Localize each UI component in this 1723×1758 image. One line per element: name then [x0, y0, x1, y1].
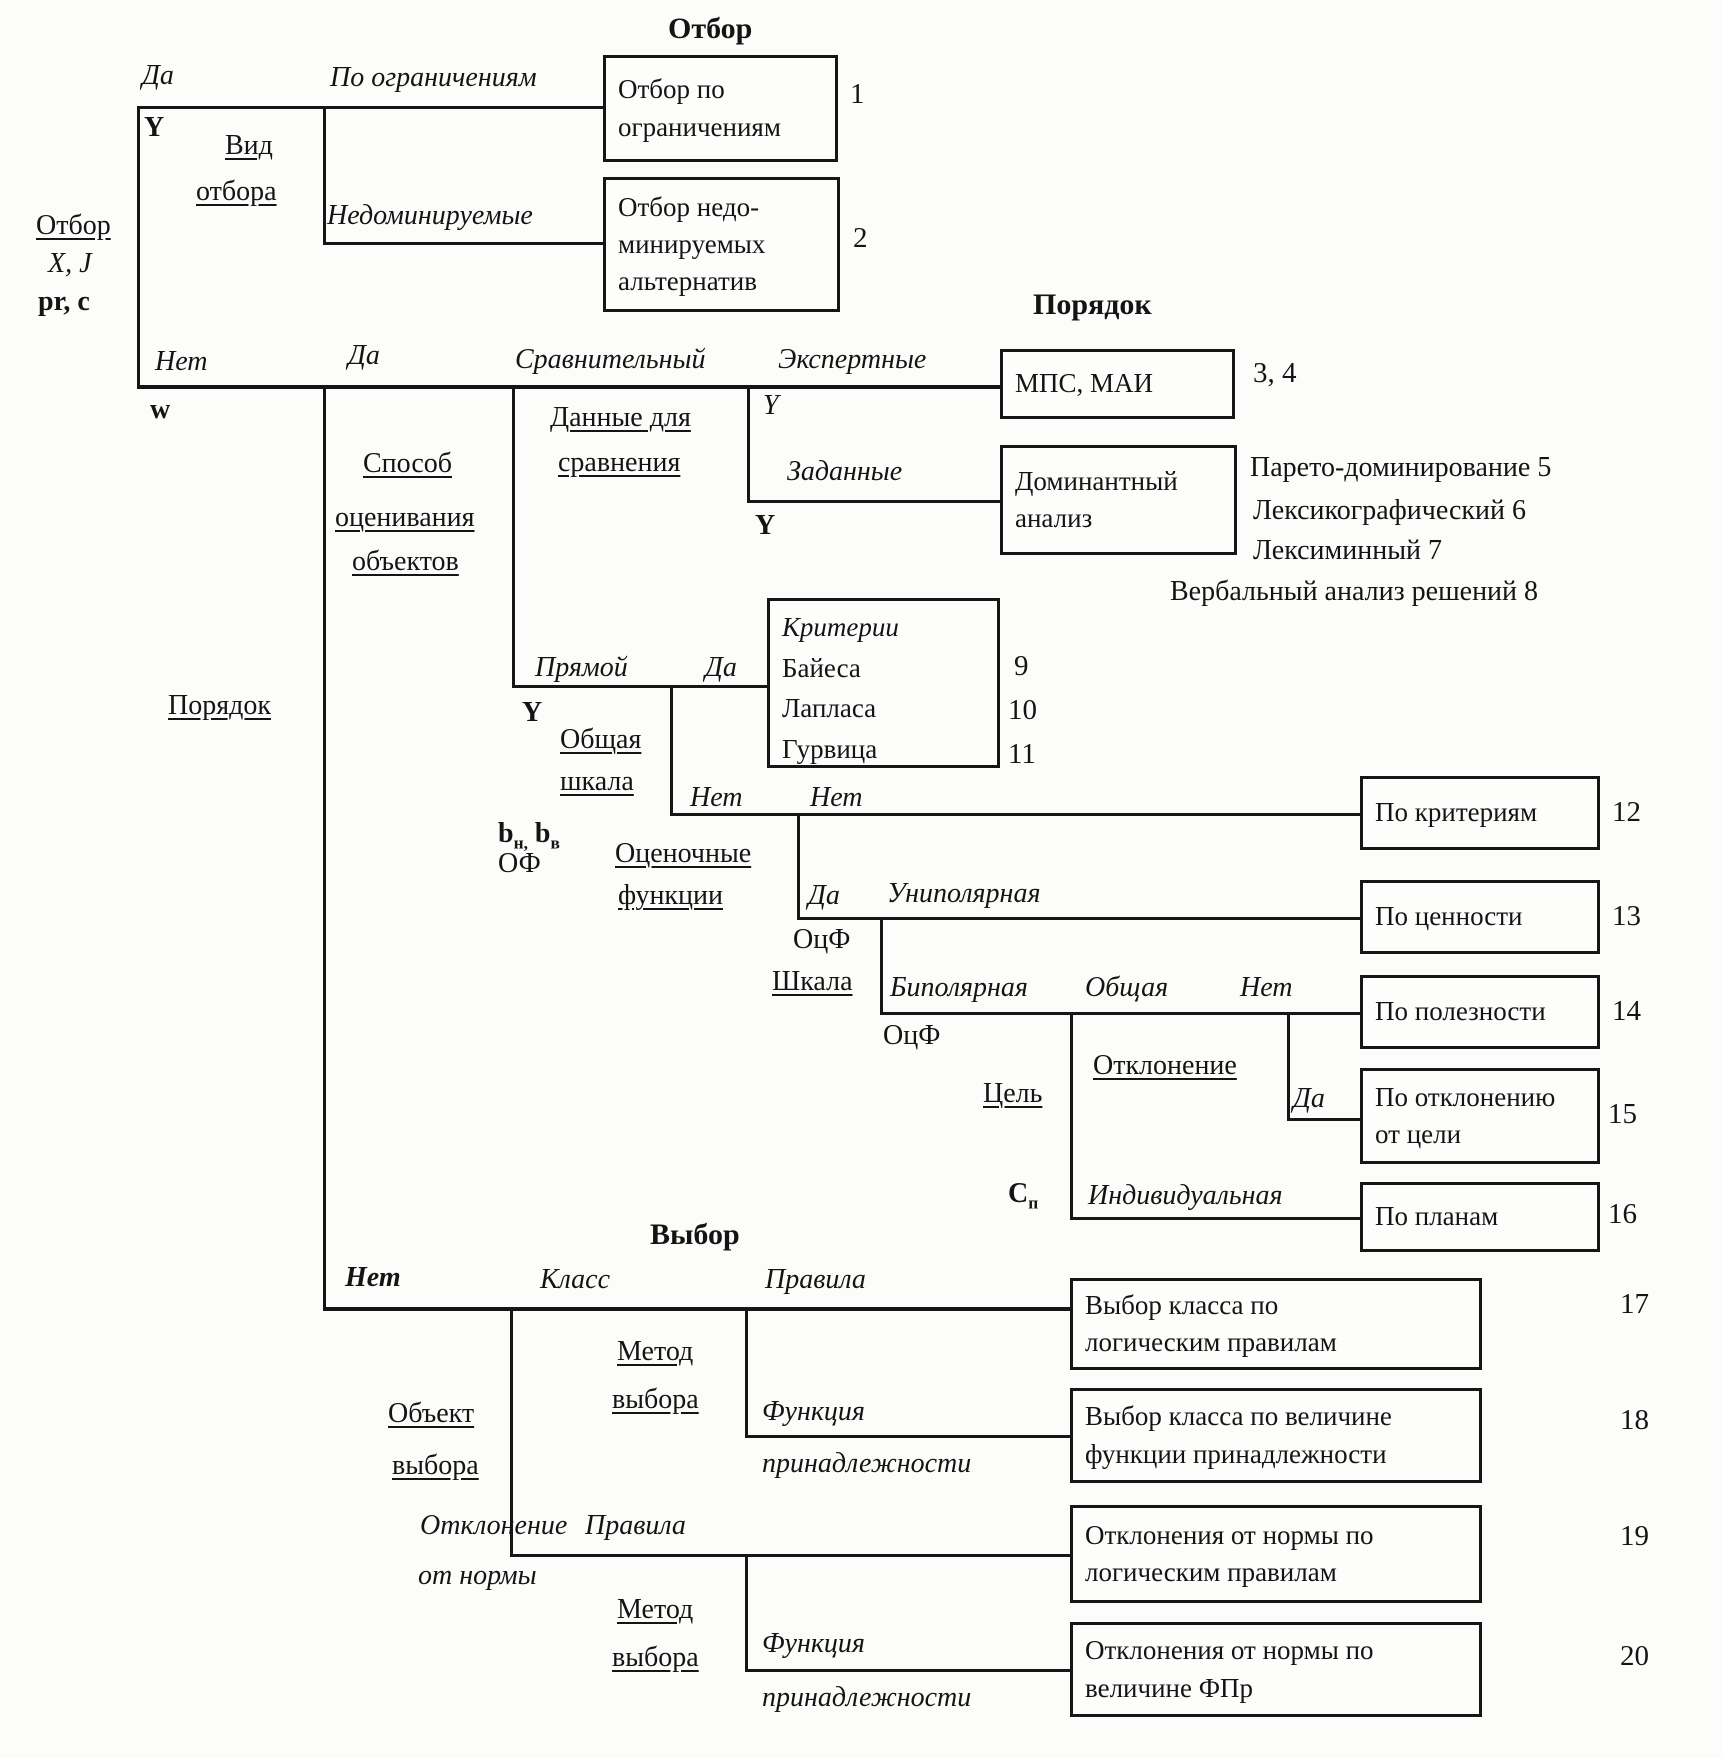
label-zadannye: Заданные: [787, 456, 903, 487]
box-17-vybor-klassa-pravila: Выбор класса по логическим правилам: [1070, 1278, 1482, 1370]
label-individualnaya: Индивидуальная: [1088, 1180, 1283, 1211]
obshchaya-shkala-node-line: [670, 685, 673, 813]
metod-vybora-node-line-1: [745, 1307, 748, 1435]
sposob-node-line: [512, 385, 515, 685]
node-shkala: Шкала: [772, 966, 853, 997]
node-metod-vybora-1-line2: выбора: [612, 1384, 699, 1415]
label-w: w: [150, 394, 171, 425]
label-da-5: Да: [1293, 1083, 1325, 1114]
node-obekt-vybora-line1: Объект: [388, 1398, 475, 1429]
num-18: 18: [1620, 1404, 1649, 1436]
heading-otbor: Отбор: [668, 12, 753, 45]
label-po-ogranicheniyam: По ограничениям: [330, 62, 537, 93]
node-sposob-line1: Способ: [363, 448, 453, 479]
node-otsenochnye-line2: функции: [618, 880, 723, 911]
node-vid-otbora-line2: отбора: [196, 176, 277, 207]
vybor-branch-line: [323, 1307, 1070, 1311]
root-vars: X, J: [48, 248, 92, 279]
method-leximin: Лексиминный 7: [1253, 535, 1443, 566]
ot-normy-line: [510, 1554, 1070, 1557]
label-net-1: Нет: [155, 346, 208, 377]
label-unipolyarnaya: Униполярная: [887, 878, 1041, 909]
label-funktsiya-2-line2: принадлежности: [762, 1682, 972, 1713]
node-tsel: Цель: [983, 1078, 1043, 1109]
otklonenie-node-line: [1287, 1012, 1290, 1118]
label-da-2: Да: [348, 340, 380, 371]
label-da-3: Да: [705, 652, 737, 683]
label-klass: Класс: [540, 1264, 610, 1295]
label-net-5: Нет: [345, 1262, 401, 1293]
node-dannye-line1: Данные для: [550, 402, 691, 433]
funktsiya-line-2: [745, 1669, 1070, 1672]
num-11: 11: [1008, 738, 1036, 770]
label-otsf-1: ОцФ: [793, 924, 851, 955]
node-sposob-line2: оценивания: [335, 502, 475, 533]
otsenochnye-node-line: [797, 813, 800, 917]
zadannye-line: [747, 500, 1000, 503]
root-params: pr, c: [38, 286, 90, 317]
label-of: ОФ: [498, 848, 541, 879]
num-20: 20: [1620, 1640, 1649, 1672]
label-otklonenie-ot-normy-line2: от нормы: [418, 1560, 537, 1591]
label-b-bounds: $b_{н,}$ $b_в$: [498, 818, 560, 853]
label-funktsiya-2-line1: Функция: [762, 1628, 865, 1659]
num-3-4: 3, 4: [1253, 357, 1297, 389]
label-y-expert: Y: [763, 390, 779, 421]
funktsiya-line-1: [745, 1435, 1070, 1438]
label-ekspertnye: Экспертные: [778, 344, 927, 375]
box-19-otkloneniya-pravila: Отклонения от нормы по логическим правилам: [1070, 1505, 1482, 1603]
vid-otbora-split-line: [323, 106, 326, 242]
heading-poryadok: Порядок: [1033, 288, 1152, 321]
box-1-otbor-po-ogranicheniyam: Отбор по ограничениям: [603, 55, 838, 162]
individualnaya-line: [1070, 1217, 1360, 1220]
label-y-2: Y: [755, 510, 776, 541]
branch-да-line: [137, 106, 603, 109]
nedominiruemye-line: [323, 242, 603, 245]
label-otsf-2: ОцФ: [883, 1020, 941, 1051]
num-19: 19: [1620, 1520, 1649, 1552]
box-12-po-kriteriyam: По критериям: [1360, 776, 1600, 850]
node-otklonenie: Отклонение: [1093, 1050, 1237, 1081]
num-13: 13: [1612, 900, 1641, 932]
label-da-4: Да: [808, 880, 840, 911]
node-metod-vybora-2-line2: выбора: [612, 1642, 699, 1673]
label-funktsiya-1-line2: принадлежности: [762, 1448, 972, 1479]
box-dominantnyy-analiz: Доминантный анализ: [1000, 445, 1237, 555]
label-net-2: Нет: [690, 782, 743, 813]
box-20-otkloneniya-fpr: Отклонения от нормы по величине ФПр: [1070, 1622, 1482, 1717]
num-14: 14: [1612, 995, 1641, 1027]
node-obshchaya-shkala-line2: шкала: [560, 766, 634, 797]
box-13-po-tsennosti: По ценности: [1360, 880, 1600, 954]
label-pryamoy: Прямой: [535, 652, 628, 683]
method-pareto: Парето-доминирование 5: [1250, 452, 1552, 483]
node-metod-vybora-1-line1: Метод: [617, 1336, 694, 1367]
node-metod-vybora-2-line1: Метод: [617, 1594, 694, 1625]
heading-vybor: Выбор: [650, 1218, 740, 1251]
node-obshchaya-shkala-line1: Общая: [560, 724, 642, 755]
box-mps-mai: МПС, МАИ: [1000, 349, 1235, 419]
root-title: Отбор: [36, 210, 111, 241]
label-net-4: Нет: [1240, 972, 1293, 1003]
label-pravila-2: Правила: [585, 1510, 686, 1541]
label-funktsiya-1-line1: Функция: [762, 1396, 865, 1427]
label-y-1: Y: [144, 112, 165, 143]
dannye-node-line: [747, 385, 750, 500]
box-14-po-poleznosti: По полезности: [1360, 975, 1600, 1049]
label-bipolyarnaya: Биполярная: [890, 972, 1028, 1003]
box-15-po-otkloneniyu: По отклонению от цели: [1360, 1068, 1600, 1164]
label-pravila-1: Правила: [765, 1264, 866, 1295]
trunk-line: [137, 106, 140, 388]
node-obekt-vybora-line2: выбора: [392, 1450, 479, 1481]
num-10: 10: [1008, 694, 1037, 726]
num-15: 15: [1608, 1098, 1637, 1130]
num-2: 2: [853, 222, 868, 254]
num-17: 17: [1620, 1288, 1649, 1320]
node-dannye-line2: сравнения: [558, 447, 681, 478]
label-s-p: $С_п$: [1008, 1178, 1039, 1213]
poryadok-node-line: [323, 385, 326, 1307]
label-net-3: Нет: [810, 782, 863, 813]
label-sravnitelnyy: Сравнительный: [515, 344, 706, 375]
node-vid-otbora-line1: Вид: [225, 130, 273, 161]
node-poryadok: Порядок: [168, 690, 271, 721]
box-criteria: Критерии Байеса Лапласа Гурвица: [767, 598, 1000, 768]
pryamoy-line: [512, 685, 767, 688]
box-16-po-planam: По планам: [1360, 1182, 1600, 1252]
label-da-1: Да: [142, 60, 174, 91]
box-2-otbor-nedominiruemykh: Отбор недо- минируемых альтернатив: [603, 177, 840, 312]
node-sposob-line3: объектов: [352, 546, 459, 577]
tsel-node-line: [1070, 1012, 1073, 1217]
metod-vybora-node-line-2: [745, 1554, 748, 1669]
label-nedominiruemye: Недоминируемые: [327, 200, 533, 231]
num-16: 16: [1608, 1198, 1637, 1230]
shkala-node-line: [880, 917, 883, 1012]
box-18-vybor-klassa-fp: Выбор класса по величине функции принадлежности: [1070, 1388, 1482, 1483]
label-obshchaya-2: Общая: [1085, 972, 1169, 1003]
num-9: 9: [1014, 650, 1029, 682]
method-lexicographic: Лексикографический 6: [1253, 495, 1526, 526]
branch-нет-line: [137, 385, 1000, 389]
otklonenie-da-line: [1287, 1118, 1360, 1121]
net-net-line: [670, 813, 1360, 816]
label-otklonenie-ot-normy-line1: Отклонение: [420, 1510, 568, 1541]
label-y-3: Y: [522, 697, 543, 728]
num-1: 1: [850, 78, 865, 110]
node-otsenochnye-line1: Оценочные: [615, 838, 752, 869]
method-verbal: Вербальный анализ решений 8: [1170, 576, 1539, 607]
num-12: 12: [1612, 796, 1641, 828]
